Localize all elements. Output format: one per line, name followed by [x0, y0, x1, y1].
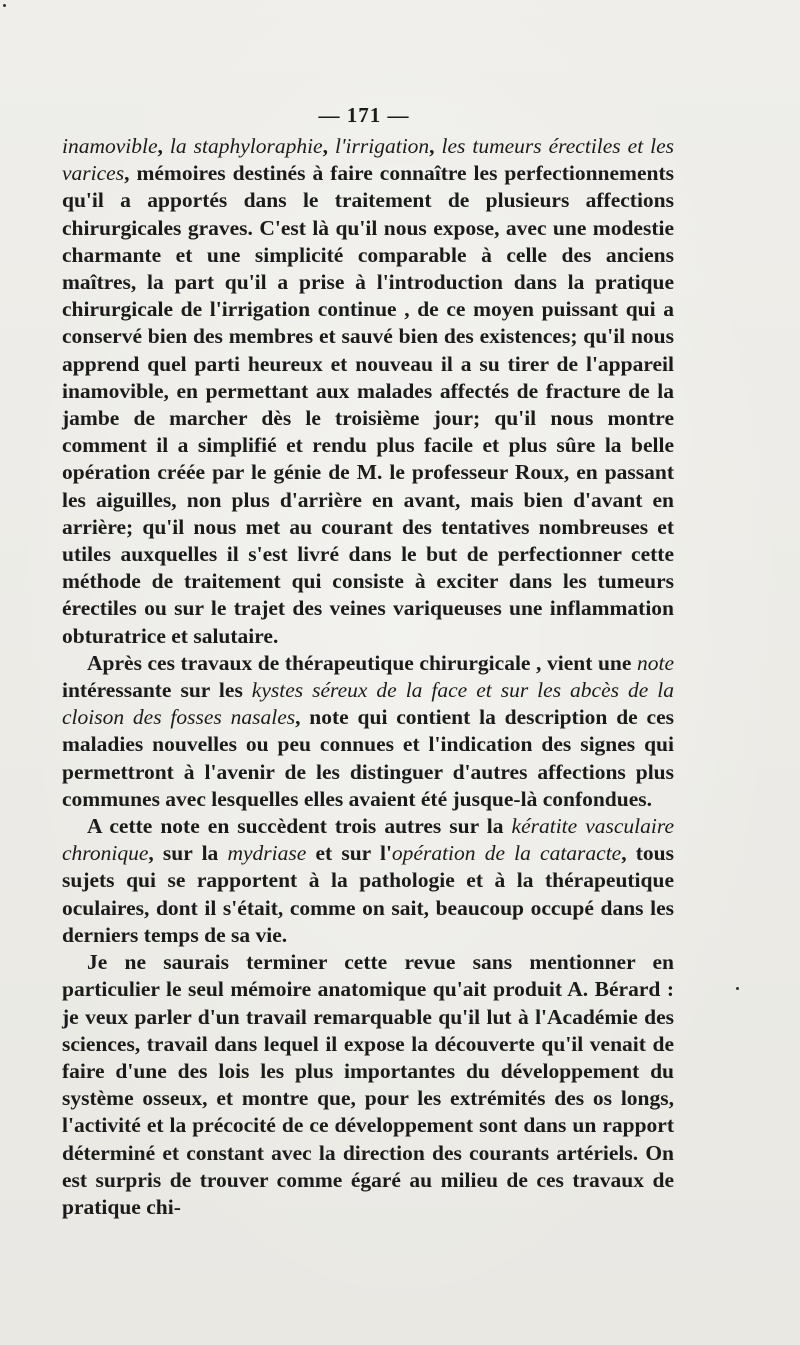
- body-text: [62, 133, 674, 1221]
- text-segment: ,: [322, 134, 335, 158]
- text-segment: note: [636, 650, 674, 675]
- paragraph-2: [62, 650, 674, 813]
- scan-speck: [3, 4, 6, 7]
- text-segment: , note qui contient la description de ces maladies nouvelles ou peu connues et l'indication des signes qui permettront à l'avenir de les distinguer d'autres affections plus communes avec lesquelles elles avaient été jusque-là confondues.: [62, 705, 674, 811]
- text-segment: kératite vasculaire chronique: [62, 814, 674, 866]
- text-segment: , tous sujets qui se rapportent à la pathologie et à la thérapeutique oculaires, dont il s'était, comme on sait, beaucoup occupé dans les derniers temps de sa vie.: [62, 841, 675, 947]
- text-segment: ,: [429, 134, 442, 158]
- text-segment: A cette note en succèdent trois autres sur la: [87, 814, 512, 839]
- paragraph-3: [62, 813, 674, 949]
- paragraph-4: [62, 949, 674, 1221]
- text-segment: , mémoires destinés à faire connaître les perfectionnements qu'il a apportés dans le traitement de plusieurs affections chirurgicales graves. C'est là qu'il nous expose, avec une modestie charmante et une simplicité comparable à celle des anciens maîtres, la part qu'il a prise à l'introduction dans la pratique chirurgicale de l'irrigation continue , de ce moyen puissant qui a conservé bien des membres et sauvé bien des existences; qu'il nous apprend quel parti heureux et nouveau il a su tirer de l'appareil inamovible, en permettant aux malades affectés de fracture de la jambe de marcher dès le troisième jour; qu'il nous montre comment il a simplifié et rendu plus facile et plus sûre la belle opération créée par le génie de M. le professeur Roux, en passant les aiguilles, non plus d'arrière en avant, mais bien d'avant en arrière; qu'il nous met au courant des tentatives nombreuses et utiles auxquelles il s'est livré dans le but de perfectionner cette méthode de traitement qui consiste à exciter dans les tumeurs érectiles ou sur le trajet des veines variqueuses une inflammation obturatrice et salutaire.: [62, 161, 674, 648]
- text-segment: la staphyloraphie: [169, 134, 323, 158]
- scan-speck: [736, 987, 739, 990]
- text-segment: les tumeurs érectiles et les varices: [62, 134, 675, 186]
- text-segment: ,: [157, 134, 170, 158]
- text-segment: Après ces travaux de thérapeutique chirurgicale , vient une: [87, 650, 637, 675]
- paragraph-1: [62, 133, 674, 650]
- text-segment: l'irrigation: [334, 134, 430, 158]
- text-segment: , sur la: [148, 841, 228, 866]
- text-segment: mydriase: [227, 841, 307, 866]
- page-number: — 171 —: [318, 103, 410, 127]
- text-segment: intéressante sur les: [62, 678, 252, 703]
- text-segment: et sur l': [306, 841, 392, 866]
- text-segment: opération de la cataracte: [391, 841, 622, 866]
- text-segment: inamovible: [62, 134, 158, 158]
- text-segment: Je ne saurais terminer cette revue sans mentionner en particulier le seul mémoire anatomique qu'ait produit A. Bérard : je veux parler d'un travail remarquable qu'il lut à l'Académie des sciences, travail dans lequel il expose la découverte qu'il venait de faire d'une des lois les plus importantes du développement du système osseux, et montre que, pour les extrémités des os longs, l'activité et la précocité de ce développement sont dans un rapport déterminé et constant avec la direction des courants artériels. On est surpris de trouver comme égaré au milieu de ces travaux de pratique chi-: [62, 950, 674, 1219]
- text-segment: kystes séreux de la face et sur les abcès de la cloison des fosses nasales: [62, 678, 674, 730]
